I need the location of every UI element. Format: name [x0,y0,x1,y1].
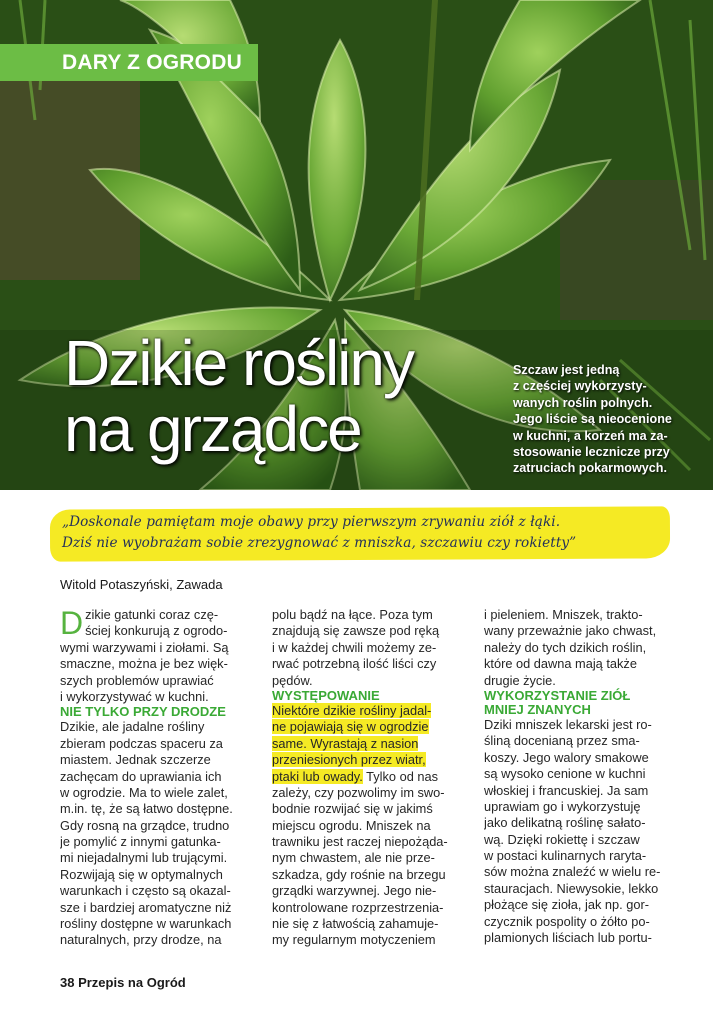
text-fragment: Tylko od nas [362,768,438,784]
text-line: pędów. [272,672,313,688]
text-line: Dziki mniszek lekarski jest ro- [484,716,652,732]
highlighted-line [272,752,459,768]
headline-line: Dzikie rośliny [64,327,413,399]
caption-line: zatruciach pokarmowych. [513,461,667,476]
headline-line: na grządce [64,393,361,465]
text-line: są wysoko cenione w kuchni [484,766,646,782]
text-line: zikie gatunki coraz czę- [85,607,219,622]
text-column-3 [484,607,671,946]
highlighted-line [272,719,459,735]
text-line: bodnie rozwijać się w jakimś [272,801,433,817]
text-line: nym chwastem, ale nie prze- [272,850,435,866]
section-heading: NIE TYLKO PRZY DRODZE [60,704,226,720]
text-highlight: ptaki lub owady. [272,768,363,784]
section-heading: MNIEJ ZNANYCH [484,701,591,717]
text-line: płożące się zioła, jak np. gor- [484,897,650,913]
text-line: grządki warzywnej. Jego nie- [272,883,437,899]
text-column-1 [60,607,247,949]
text-line: w postaci kulinarnych raryta- [484,848,647,864]
text-column-2 [272,607,459,949]
text-line: polu bądź na łące. Poza tym [272,607,433,622]
text-line: trawniku jest raczej niepożąda- [272,834,448,850]
caption-line: Jego liście są nieocenione [513,412,672,427]
section-tag: DARY Z OGRODU [0,44,258,81]
text-line: zbieram podczas spaceru za [60,735,223,751]
text-line: które od dawna mają także [484,656,637,672]
text-line: my regularnym motyczeniem [272,932,436,948]
drop-cap: D [60,605,84,641]
caption-line: w kuchni, a korzeń ma za- [513,428,668,443]
text-line: koszy. Jego walory smakowe [484,749,649,765]
text-line: Gdy rosną na grządce, trudno [60,817,230,833]
quote-line: Dziś nie wyobrażam sobie zrezygnować z mniszka, szczawiu czy rokietty” [62,535,577,551]
quote-text [62,512,672,554]
text-line: jako delikatną roślinę sałato- [484,815,646,831]
text-line: miastem. Jednak szczerze [60,752,211,768]
page-footer: 38 Przepis na Ogród [60,975,186,990]
text-line: naturalnych, przy drodze, na [60,932,222,948]
text-line: wymi warzywami i ziołami. Są [60,639,229,655]
text-line: mi niejadalnymi lub trującymi. [60,850,228,866]
text-line: drugie życie. [484,672,556,688]
highlighted-line [272,703,459,719]
text-line: rwać potrzebną ilość liści czy [272,656,437,672]
text-highlight: Niektóre dzikie rośliny jadal- [272,702,432,718]
text-line: kontrolowane rozprzestrzenia- [272,899,444,915]
text-line: w ogrodzie. Ma to wiele zalet, [60,784,228,800]
caption-line: Szczaw jest jedną [513,363,620,377]
text-line: szkadza, gdy rośnie na brzegu [272,866,446,882]
author-byline: Witold Potaszyński, Zawada [60,577,223,592]
highlighted-line [272,736,459,752]
text-line: sów można znaleźć w wielu re- [484,864,661,880]
text-line: należy do tych dzikich roślin, [484,639,647,655]
text-line: Dzikie, ale jadalne rośliny [60,719,205,735]
text-line: miejscu ogrodu. Mniszek na [272,817,431,833]
text-line: Rozwijają się w optymalnych [60,866,223,882]
text-line: nie się z łatwością zahamuje- [272,916,439,932]
section-heading: WYSTĘPOWANIE [272,687,380,703]
text-line: plamionych liściach lub portu- [484,930,652,946]
section-heading: WYKORZYSTANIE ZIÓŁ [484,687,631,703]
text-line: uprawiam go i wykorzystuję [484,798,641,814]
caption-line: wanych roślin polnych. [513,395,653,410]
text-line: m.in. tę, że są łatwo dostępne. [60,801,233,817]
text-line: wany przeważnie jako chwast, [484,623,657,639]
caption-line: stosowanie lecznicze przy [513,445,670,460]
text-line: włoskiej i francuskiej. Ja sam [484,782,649,798]
text-line: znajdują się zawsze pod ręką [272,623,440,639]
text-line: i wykorzystywać w kuchni. [60,688,209,704]
caption-line: z częściej wykorzysty- [513,379,647,394]
text-line: i pieleniem. Mniszek, trakto- [484,607,643,622]
text-line: i w każdej chwili możemy ze- [272,639,437,655]
text-highlight: przeniesionych przez wiatr, [272,752,426,768]
pull-quote [50,508,670,560]
text-line: czycznik pospolity o żółto po- [484,913,650,929]
text-line: śliną docenianą przez sma- [484,733,640,749]
photo-caption [513,362,708,477]
text-line: stauracjach. Niewysokie, lekko [484,880,659,896]
text-line: rośliny dostępne w warunkach [60,916,232,932]
text-line: zachęcam do uprawiania ich [60,768,222,784]
text-line: wą. Dzięki rokiettę i szczaw [484,831,640,847]
text-line: zależy, czy pozwolimy im swo- [272,784,445,800]
text-line: je pomylić z innymi gatunka- [60,834,221,850]
text-line: sze i bardziej aromatyczne niż [60,899,232,915]
text-highlight: same. Wyrastają z nasion [272,735,419,751]
article-headline [64,327,413,465]
text-highlight: ne pojawiają się w ogrodzie [272,719,429,735]
text-line: ściej konkurują z ogrodo- [85,623,228,639]
quote-line: „Doskonale pamiętam moje obawy przy pierwszym zrywaniu ziół z łąki. [62,514,561,530]
text-line: smaczne, można je bez więk- [60,656,228,672]
hero-photo-sorrel-plants [0,0,713,490]
text-line: szych problemów uprawiać [60,672,214,688]
text-line: warunkach i często są okazal- [60,883,231,899]
highlighted-line [272,769,459,785]
